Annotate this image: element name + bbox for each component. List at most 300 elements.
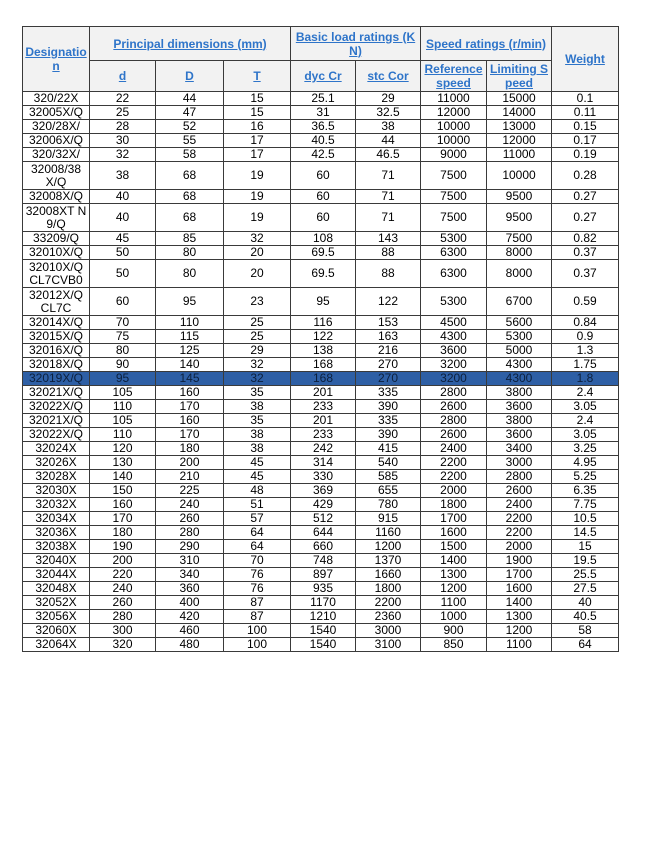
cell-weight: 0.9 [552, 330, 619, 344]
cell-weight: 64 [552, 638, 619, 652]
cell-designation: 320/32X/ [23, 148, 90, 162]
cell-T: 20 [224, 246, 291, 260]
cell-stc-cor: 143 [356, 232, 421, 246]
cell-d: 170 [90, 512, 156, 526]
cell-weight: 27.5 [552, 582, 619, 596]
cell-limiting-speed: 10000 [487, 162, 552, 190]
cell-weight: 3.05 [552, 428, 619, 442]
table-row[interactable] [23, 400, 619, 414]
cell-dyc-cr: 36.5 [291, 120, 356, 134]
cell-limiting-speed: 2800 [487, 470, 552, 484]
cell-dyc-cr: 69.5 [291, 246, 356, 260]
cell-reference-speed: 6300 [421, 260, 487, 288]
cell-D: 480 [156, 638, 224, 652]
cell-stc-cor: 655 [356, 484, 421, 498]
cell-dyc-cr: 108 [291, 232, 356, 246]
cell-reference-speed: 2200 [421, 470, 487, 484]
cell-d: 110 [90, 400, 156, 414]
cell-D: 145 [156, 372, 224, 386]
cell-D: 170 [156, 400, 224, 414]
table-row[interactable] [23, 554, 619, 568]
cell-T: 38 [224, 442, 291, 456]
cell-reference-speed: 1200 [421, 582, 487, 596]
cell-T: 32 [224, 372, 291, 386]
cell-limiting-speed: 3000 [487, 456, 552, 470]
cell-designation: 32010X/Q CL7CVB0 [23, 260, 90, 288]
cell-D: 280 [156, 526, 224, 540]
cell-weight: 2.4 [552, 414, 619, 428]
cell-stc-cor: 270 [356, 358, 421, 372]
cell-weight: 0.27 [552, 190, 619, 204]
cell-T: 32 [224, 358, 291, 372]
table-row[interactable] [23, 260, 619, 288]
cell-limiting-speed: 7500 [487, 232, 552, 246]
cell-reference-speed: 12000 [421, 106, 487, 120]
cell-T: 19 [224, 204, 291, 232]
cell-weight: 0.28 [552, 162, 619, 190]
cell-designation: 32022X/Q [23, 400, 90, 414]
cell-limiting-speed: 8000 [487, 260, 552, 288]
cell-T: 19 [224, 190, 291, 204]
cell-limiting-speed: 2400 [487, 498, 552, 512]
cell-limiting-speed: 3800 [487, 386, 552, 400]
table-row[interactable] [23, 596, 619, 610]
cell-limiting-speed: 9500 [487, 204, 552, 232]
cell-D: 160 [156, 414, 224, 428]
cell-designation: 32056X [23, 610, 90, 624]
cell-T: 23 [224, 288, 291, 316]
cell-T: 45 [224, 456, 291, 470]
cell-D: 115 [156, 330, 224, 344]
cell-designation: 32021X/Q [23, 386, 90, 400]
cell-stc-cor: 3000 [356, 624, 421, 638]
cell-weight: 4.95 [552, 456, 619, 470]
cell-designation: 320/22X [23, 92, 90, 106]
table-row[interactable] [23, 316, 619, 330]
cell-limiting-speed: 2200 [487, 512, 552, 526]
cell-stc-cor: 390 [356, 428, 421, 442]
cell-d: 22 [90, 92, 156, 106]
cell-limiting-speed: 11000 [487, 148, 552, 162]
cell-designation: 32012X/Q CL7C [23, 288, 90, 316]
header-stc-cor[interactable]: stc Cor [356, 61, 421, 92]
cell-dyc-cr: 201 [291, 414, 356, 428]
table-row[interactable] [23, 498, 619, 512]
table-row[interactable] [23, 484, 619, 498]
cell-dyc-cr: 233 [291, 428, 356, 442]
cell-dyc-cr: 42.5 [291, 148, 356, 162]
table-row[interactable] [23, 358, 619, 372]
cell-stc-cor: 216 [356, 344, 421, 358]
cell-reference-speed: 9000 [421, 148, 487, 162]
cell-d: 320 [90, 638, 156, 652]
cell-limiting-speed: 2600 [487, 484, 552, 498]
cell-stc-cor: 88 [356, 260, 421, 288]
cell-D: 210 [156, 470, 224, 484]
cell-designation: 32048X [23, 582, 90, 596]
cell-stc-cor: 46.5 [356, 148, 421, 162]
cell-weight: 14.5 [552, 526, 619, 540]
cell-limiting-speed: 3400 [487, 442, 552, 456]
cell-D: 160 [156, 386, 224, 400]
cell-limiting-speed: 1400 [487, 596, 552, 610]
cell-designation: 32052X [23, 596, 90, 610]
cell-weight: 5.25 [552, 470, 619, 484]
cell-dyc-cr: 512 [291, 512, 356, 526]
cell-stc-cor: 153 [356, 316, 421, 330]
cell-dyc-cr: 897 [291, 568, 356, 582]
cell-D: 80 [156, 260, 224, 288]
cell-reference-speed: 3200 [421, 372, 487, 386]
cell-limiting-speed: 3600 [487, 400, 552, 414]
cell-limiting-speed: 5300 [487, 330, 552, 344]
table-row[interactable] [23, 512, 619, 526]
cell-stc-cor: 44 [356, 134, 421, 148]
cell-T: 57 [224, 512, 291, 526]
cell-D: 420 [156, 610, 224, 624]
cell-T: 48 [224, 484, 291, 498]
cell-reference-speed: 1000 [421, 610, 487, 624]
cell-reference-speed: 5300 [421, 232, 487, 246]
cell-dyc-cr: 60 [291, 162, 356, 190]
cell-weight: 2.4 [552, 386, 619, 400]
cell-T: 20 [224, 260, 291, 288]
cell-d: 28 [90, 120, 156, 134]
cell-d: 140 [90, 470, 156, 484]
cell-stc-cor: 122 [356, 288, 421, 316]
cell-weight: 15 [552, 540, 619, 554]
cell-limiting-speed: 5000 [487, 344, 552, 358]
cell-designation: 32032X [23, 498, 90, 512]
cell-reference-speed: 4500 [421, 316, 487, 330]
cell-stc-cor: 1370 [356, 554, 421, 568]
cell-designation: 32015X/Q [23, 330, 90, 344]
cell-dyc-cr: 1540 [291, 624, 356, 638]
table-row[interactable] [23, 344, 619, 358]
cell-designation: 32060X [23, 624, 90, 638]
cell-designation: 32005X/Q [23, 106, 90, 120]
cell-stc-cor: 2200 [356, 596, 421, 610]
cell-D: 180 [156, 442, 224, 456]
cell-T: 16 [224, 120, 291, 134]
cell-dyc-cr: 660 [291, 540, 356, 554]
cell-limiting-speed: 12000 [487, 134, 552, 148]
cell-limiting-speed: 9500 [487, 190, 552, 204]
cell-stc-cor: 335 [356, 386, 421, 400]
cell-T: 35 [224, 386, 291, 400]
table-row[interactable] [23, 470, 619, 484]
table-row[interactable] [23, 134, 619, 148]
cell-dyc-cr: 60 [291, 204, 356, 232]
cell-dyc-cr: 168 [291, 358, 356, 372]
cell-weight: 7.75 [552, 498, 619, 512]
cell-stc-cor: 71 [356, 190, 421, 204]
cell-designation: 32040X [23, 554, 90, 568]
cell-designation: 32018X/Q [23, 358, 90, 372]
cell-d: 240 [90, 582, 156, 596]
cell-designation: 32006X/Q [23, 134, 90, 148]
cell-weight: 58 [552, 624, 619, 638]
cell-d: 105 [90, 386, 156, 400]
cell-dyc-cr: 644 [291, 526, 356, 540]
cell-designation: 33209/Q [23, 232, 90, 246]
table-row[interactable] [23, 232, 619, 246]
cell-limiting-speed: 14000 [487, 106, 552, 120]
cell-D: 52 [156, 120, 224, 134]
cell-designation: 32036X [23, 526, 90, 540]
cell-limiting-speed: 8000 [487, 246, 552, 260]
cell-weight: 0.15 [552, 120, 619, 134]
cell-weight: 0.19 [552, 148, 619, 162]
cell-d: 280 [90, 610, 156, 624]
table-row[interactable] [23, 414, 619, 428]
table-row[interactable] [23, 288, 619, 316]
cell-limiting-speed: 1200 [487, 624, 552, 638]
cell-T: 100 [224, 624, 291, 638]
cell-T: 64 [224, 540, 291, 554]
table-header [23, 27, 619, 92]
cell-d: 25 [90, 106, 156, 120]
cell-designation: 32030X [23, 484, 90, 498]
table-row[interactable] [23, 120, 619, 134]
cell-D: 58 [156, 148, 224, 162]
cell-weight: 1.3 [552, 344, 619, 358]
cell-reference-speed: 5300 [421, 288, 487, 316]
cell-d: 120 [90, 442, 156, 456]
cell-d: 70 [90, 316, 156, 330]
cell-designation: 320/28X/ [23, 120, 90, 134]
cell-d: 150 [90, 484, 156, 498]
table-row[interactable] [23, 386, 619, 400]
cell-designation: 32064X [23, 638, 90, 652]
cell-weight: 3.05 [552, 400, 619, 414]
header-weight[interactable]: Weight [552, 27, 619, 92]
cell-weight: 25.5 [552, 568, 619, 582]
cell-D: 170 [156, 428, 224, 442]
cell-weight: 40 [552, 596, 619, 610]
table-row[interactable] [23, 568, 619, 582]
table-row[interactable] [23, 190, 619, 204]
cell-dyc-cr: 95 [291, 288, 356, 316]
cell-limiting-speed: 1600 [487, 582, 552, 596]
cell-reference-speed: 1400 [421, 554, 487, 568]
table-row[interactable] [23, 106, 619, 120]
cell-T: 87 [224, 596, 291, 610]
cell-designation: 32026X [23, 456, 90, 470]
cell-limiting-speed: 1300 [487, 610, 552, 624]
cell-stc-cor: 540 [356, 456, 421, 470]
cell-designation: 32024X [23, 442, 90, 456]
cell-dyc-cr: 116 [291, 316, 356, 330]
cell-d: 80 [90, 344, 156, 358]
cell-stc-cor: 1160 [356, 526, 421, 540]
cell-T: 38 [224, 428, 291, 442]
cell-stc-cor: 1200 [356, 540, 421, 554]
cell-reference-speed: 10000 [421, 134, 487, 148]
cell-weight: 19.5 [552, 554, 619, 568]
header-speed-ratings[interactable]: Speed ratings (r/min) [421, 27, 552, 61]
table-row[interactable] [23, 148, 619, 162]
cell-T: 17 [224, 134, 291, 148]
cell-d: 95 [90, 372, 156, 386]
cell-D: 44 [156, 92, 224, 106]
cell-reference-speed: 4300 [421, 330, 487, 344]
cell-reference-speed: 1700 [421, 512, 487, 526]
cell-dyc-cr: 168 [291, 372, 356, 386]
cell-T: 76 [224, 582, 291, 596]
cell-d: 75 [90, 330, 156, 344]
header-principal-dimensions[interactable]: Principal dimensions (mm) [90, 27, 291, 61]
table-row[interactable] [23, 610, 619, 624]
cell-T: 25 [224, 330, 291, 344]
cell-T: 29 [224, 344, 291, 358]
cell-weight: 0.59 [552, 288, 619, 316]
cell-reference-speed: 2200 [421, 456, 487, 470]
table-row[interactable] [23, 442, 619, 456]
cell-reference-speed: 3600 [421, 344, 487, 358]
cell-dyc-cr: 242 [291, 442, 356, 456]
cell-T: 15 [224, 106, 291, 120]
cell-d: 45 [90, 232, 156, 246]
cell-T: 45 [224, 470, 291, 484]
cell-D: 200 [156, 456, 224, 470]
header-dyc-cr[interactable]: dyc Cr [291, 61, 356, 92]
cell-designation: 32028X [23, 470, 90, 484]
header-basic-load-ratings[interactable]: Basic load ratings (KN) [291, 27, 421, 61]
cell-d: 260 [90, 596, 156, 610]
cell-limiting-speed: 13000 [487, 120, 552, 134]
cell-reference-speed: 2800 [421, 414, 487, 428]
cell-reference-speed: 850 [421, 638, 487, 652]
cell-stc-cor: 585 [356, 470, 421, 484]
cell-stc-cor: 915 [356, 512, 421, 526]
table-row[interactable] [23, 624, 619, 638]
cell-stc-cor: 415 [356, 442, 421, 456]
cell-reference-speed: 1300 [421, 568, 487, 582]
table-row[interactable] [23, 330, 619, 344]
cell-T: 32 [224, 232, 291, 246]
cell-D: 360 [156, 582, 224, 596]
table-row[interactable] [23, 372, 619, 386]
cell-reference-speed: 1500 [421, 540, 487, 554]
cell-d: 200 [90, 554, 156, 568]
cell-dyc-cr: 429 [291, 498, 356, 512]
cell-stc-cor: 3100 [356, 638, 421, 652]
cell-T: 76 [224, 568, 291, 582]
cell-D: 260 [156, 512, 224, 526]
cell-d: 130 [90, 456, 156, 470]
cell-D: 47 [156, 106, 224, 120]
cell-limiting-speed: 5600 [487, 316, 552, 330]
cell-designation: 32044X [23, 568, 90, 582]
cell-stc-cor: 163 [356, 330, 421, 344]
cell-stc-cor: 270 [356, 372, 421, 386]
cell-d: 38 [90, 162, 156, 190]
cell-reference-speed: 2800 [421, 386, 487, 400]
header-reference-speed[interactable]: Reference speed [421, 61, 487, 92]
cell-reference-speed: 2600 [421, 400, 487, 414]
cell-reference-speed: 10000 [421, 120, 487, 134]
cell-D: 460 [156, 624, 224, 638]
cell-designation: 32008X/Q [23, 190, 90, 204]
cell-dyc-cr: 69.5 [291, 260, 356, 288]
cell-limiting-speed: 2000 [487, 540, 552, 554]
cell-weight: 0.17 [552, 134, 619, 148]
cell-d: 90 [90, 358, 156, 372]
cell-reference-speed: 3200 [421, 358, 487, 372]
cell-T: 35 [224, 414, 291, 428]
cell-stc-cor: 32.5 [356, 106, 421, 120]
header-d[interactable]: d [90, 61, 156, 92]
cell-dyc-cr: 25.1 [291, 92, 356, 106]
cell-T: 38 [224, 400, 291, 414]
cell-weight: 0.11 [552, 106, 619, 120]
cell-reference-speed: 7500 [421, 204, 487, 232]
cell-T: 70 [224, 554, 291, 568]
cell-dyc-cr: 1210 [291, 610, 356, 624]
cell-limiting-speed: 6700 [487, 288, 552, 316]
cell-limiting-speed: 4300 [487, 372, 552, 386]
cell-reference-speed: 2000 [421, 484, 487, 498]
cell-limiting-speed: 1100 [487, 638, 552, 652]
cell-d: 40 [90, 204, 156, 232]
header-designation[interactable]: Designation [23, 27, 90, 92]
cell-T: 15 [224, 92, 291, 106]
table-row[interactable] [23, 540, 619, 554]
table-row[interactable] [23, 456, 619, 470]
table-body [23, 92, 619, 652]
cell-weight: 40.5 [552, 610, 619, 624]
table-row[interactable] [23, 526, 619, 540]
table-row[interactable] [23, 582, 619, 596]
table-row[interactable] [23, 246, 619, 260]
header-T[interactable]: T [224, 61, 291, 92]
table-row[interactable] [23, 204, 619, 232]
cell-limiting-speed: 2200 [487, 526, 552, 540]
cell-d: 60 [90, 288, 156, 316]
table-row[interactable] [23, 428, 619, 442]
cell-d: 190 [90, 540, 156, 554]
cell-stc-cor: 335 [356, 414, 421, 428]
table-row[interactable] [23, 162, 619, 190]
cell-reference-speed: 1800 [421, 498, 487, 512]
cell-dyc-cr: 330 [291, 470, 356, 484]
cell-stc-cor: 390 [356, 400, 421, 414]
cell-dyc-cr: 138 [291, 344, 356, 358]
table-row[interactable] [23, 92, 619, 106]
cell-reference-speed: 1100 [421, 596, 487, 610]
cell-D: 310 [156, 554, 224, 568]
cell-weight: 0.84 [552, 316, 619, 330]
cell-stc-cor: 71 [356, 204, 421, 232]
cell-T: 19 [224, 162, 291, 190]
cell-stc-cor: 2360 [356, 610, 421, 624]
cell-T: 51 [224, 498, 291, 512]
table-row[interactable] [23, 638, 619, 652]
header-limiting-speed[interactable]: Limiting Speed [487, 61, 552, 92]
header-D[interactable]: D [156, 61, 224, 92]
bearing-spec-table [22, 26, 619, 652]
cell-d: 110 [90, 428, 156, 442]
cell-d: 30 [90, 134, 156, 148]
cell-T: 100 [224, 638, 291, 652]
cell-designation: 32034X [23, 512, 90, 526]
cell-dyc-cr: 748 [291, 554, 356, 568]
cell-limiting-speed: 4300 [487, 358, 552, 372]
cell-designation: 32021X/Q [23, 414, 90, 428]
cell-reference-speed: 7500 [421, 190, 487, 204]
cell-stc-cor: 780 [356, 498, 421, 512]
